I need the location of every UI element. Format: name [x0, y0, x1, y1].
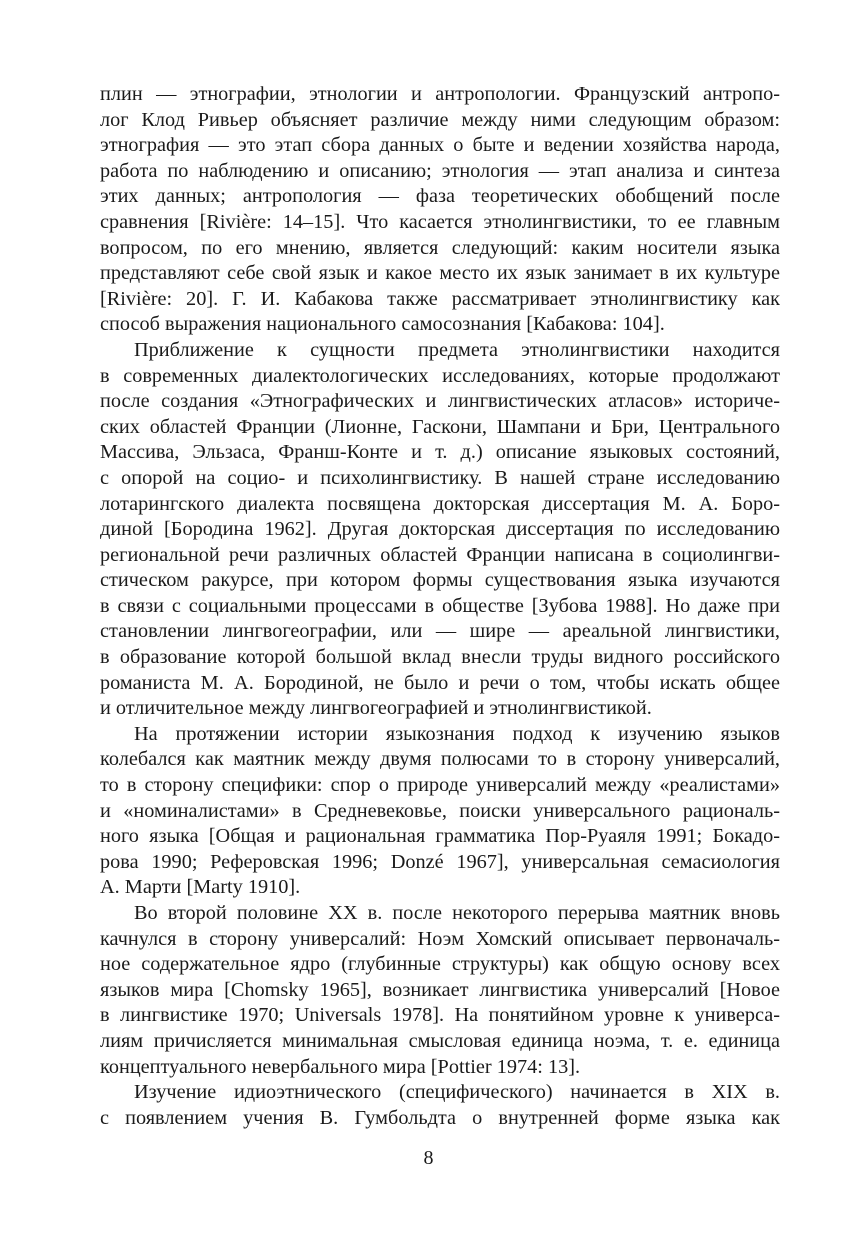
- text-line: с опорой на социо- и психолингвистику. В нашей стране исследованию: [100, 466, 780, 489]
- text-line: сравнения [Rivière: 14–15]. Что касается этнолингвистики, то ее главным: [100, 210, 780, 233]
- text-line: в образование которой большой вклад внесли труды видного российского: [100, 646, 780, 669]
- text-line: лиям причисляется минимальная смысловая единица ноэма, т. е. единица: [100, 1029, 780, 1052]
- text-line: На протяжении истории языкознания подход к изучению языков: [134, 722, 780, 745]
- text-line: в связи с социальными процессами в обществе [Зубова 1988]. Но даже при: [100, 594, 780, 617]
- text-line: диной [Бородина 1962]. Другая докторская диссертация по исследованию: [100, 518, 780, 541]
- text-line: работа по наблюдению и описанию; этнология — этап анализа и синтеза: [100, 159, 780, 182]
- text-line: романиста М. А. Бородиной, не было и речи о том, чтобы искать общее: [100, 671, 780, 694]
- text-line: после создания «Этнографических и лингвистических атласов» историче-: [100, 390, 780, 413]
- text-line: рова 1990; Реферовская 1996; Donzé 1967], универсальная семасиология: [100, 850, 780, 873]
- text-line: А. Марти [Marty 1910].: [100, 876, 301, 899]
- paragraph: [100, 901, 780, 1080]
- page-number: 8: [423, 1147, 434, 1169]
- text-line: представляют себе свой язык и какое место их язык занимает в их культуре: [100, 262, 780, 285]
- text-line: лог Клод Ривьер объясняет различие между ними следующим образом:: [100, 108, 780, 131]
- text-line: концептуального невербального мира [Pottier 1974: 13].: [100, 1055, 581, 1078]
- text-line: Массива, Эльзаса, Франш-Конте и т. д.) описание языковых состояний,: [100, 441, 780, 464]
- text-line: ного языка [Общая и рациональная грамматика Пор-Руаяля 1991; Бокадо-: [100, 825, 780, 848]
- text-line: [Rivière: 20]. Г. И. Кабакова также рассматривает этнолингвистику как: [100, 287, 780, 310]
- text-line: языков мира [Chomsky 1965], возникает лингвистика универсалий [Новое: [100, 978, 780, 1001]
- text-line: Приближение к сущности предмета этнолингвистики находится: [134, 338, 780, 361]
- text-line: ских областей Франции (Лионне, Гаскони, Шампани и Бри, Центрального: [100, 415, 780, 438]
- text-line: региональной речи различных областей Франции написана в социолингви-: [100, 543, 780, 566]
- text-line: то в сторону специфики: спор о природе универсалий между «реалистами»: [100, 774, 780, 797]
- paragraph: [100, 722, 780, 901]
- text-line: стическом ракурсе, при котором формы существования языка изучаются: [100, 569, 780, 592]
- text-line: качнулся в сторону универсалий: Ноэм Хомский описывает первоначаль-: [100, 927, 780, 950]
- text-line: вопросом, по его мнению, является следующий: каким носители языка: [100, 236, 780, 259]
- text-line: этих данных; антропология — фаза теоретических обобщений после: [100, 185, 780, 208]
- text-line: в лингвистике 1970; Universals 1978]. На понятийном уровне к универса-: [100, 1004, 780, 1027]
- text-line: ное содержательное ядро (глубинные структуры) как общую основу всех: [100, 953, 780, 976]
- text-line: способ выражения национального самосознания [Кабакова: 104].: [100, 313, 665, 336]
- body-text: [100, 82, 780, 1131]
- paragraph: [100, 1080, 780, 1131]
- text-line: Изучение идиоэтнического (специфического) начинается в XIX в.: [134, 1081, 780, 1104]
- text-line: Во второй половине XX в. после некоторого перерыва маятник вновь: [134, 902, 780, 924]
- paragraph: [100, 338, 780, 722]
- text-line: и отличительное между лингвогеографией и этнолингвистикой.: [100, 697, 652, 720]
- text-line: с появлением учения В. Гумбольдта о внутренней форме языка как: [100, 1106, 780, 1129]
- text-line: плин — этнографии, этнологии и антропологии. Французский антропо-: [100, 83, 780, 105]
- text-line: и «номиналистами» в Средневековье, поиски универсального рациональ-: [100, 799, 780, 822]
- text-line: этнография — это этап сбора данных о быте и ведении хозяйства народа,: [100, 134, 780, 157]
- text-line: в современных диалектологических исследованиях, которые продолжают: [100, 364, 780, 387]
- text-line: лотарингского диалекта посвящена докторская диссертация М. А. Боро-: [100, 492, 780, 515]
- paragraph: [100, 82, 780, 338]
- text-line: становлении лингвогеографии, или — шире — ареальной лингвистики,: [100, 620, 780, 643]
- text-line: колебался как маятник между двумя полюсами то в сторону универсалий,: [100, 748, 780, 771]
